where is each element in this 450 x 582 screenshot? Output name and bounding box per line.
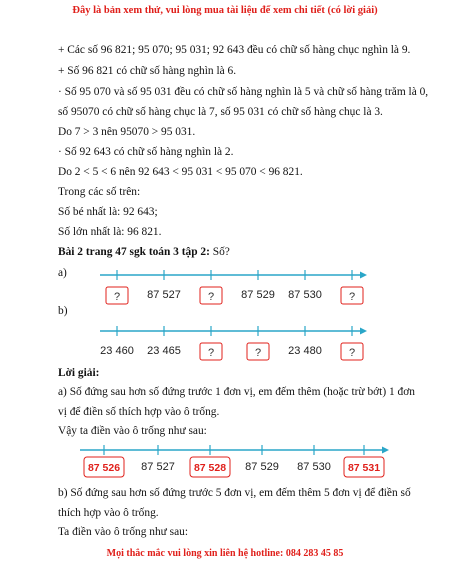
answer-label: 87 526 (87, 462, 121, 474)
number-line-a (0, 262, 450, 308)
tick-label: 87 529 (241, 289, 275, 301)
hotline-footer: Mọi thắc mắc vui lòng xin liên hệ hotline: 084 283 45 85 (106, 548, 344, 559)
tick-label: 23 460 (100, 345, 134, 357)
text-line: + Các số 96 821; 95 070; 95 031; 92 643 đều có chữ số hàng chục nghìn là 9. (58, 44, 411, 56)
text-line: vị để điền số thích hợp vào ô trống. (58, 406, 220, 418)
tick-label: ? (207, 291, 215, 303)
tick-label: 87 530 (297, 461, 331, 473)
part-a-label: a) (58, 267, 67, 279)
text-line: Trong các số trên: (58, 186, 141, 198)
text-line: Do 7 > 3 nên 95070 > 95 031. (58, 126, 196, 138)
text-line: Số lớn nhất là: 96 821. (58, 226, 162, 238)
tick-label: ? (113, 291, 121, 303)
text-line: Vậy ta điền vào ô trống như sau: (58, 425, 207, 437)
text-line: · Số 92 643 có chữ số hàng nghìn là 2. (58, 146, 234, 158)
tick-label: 23 480 (288, 345, 322, 357)
text-line: + Số 96 821 có chữ số hàng nghìn là 6. (58, 65, 237, 77)
answer-label: 87 531 (347, 462, 381, 474)
tick-label: 23 465 (147, 345, 181, 357)
text-line: thích hợp vào ô trống. (58, 507, 159, 519)
answer-label: 87 528 (193, 462, 227, 474)
text-line: Ta điền vào ô trống như sau: (58, 526, 189, 538)
tick-label: ? (207, 347, 215, 359)
tick-label: ? (348, 291, 356, 303)
text-line: a) Số đứng sau hơn số đứng trước 1 đơn vị, em đếm thêm (hoặc trừ bớt) 1 đơn (58, 386, 415, 398)
text-line: · Số 95 070 và số 95 031 đều có chữ số hàng nghìn là 5 và chữ số hàng trăm là 0, (58, 86, 429, 98)
tick-label: ? (348, 347, 356, 359)
tick-label: 87 529 (245, 461, 279, 473)
solution-heading: Lời giải: (58, 367, 100, 379)
tick-label: 87 527 (147, 289, 181, 301)
exercise-title (58, 246, 230, 258)
exercise-prompt: Số? (209, 246, 230, 258)
number-line-b (0, 318, 450, 364)
text-line: Số bé nhất là: 92 643; (58, 206, 158, 218)
number-line-solution-a (0, 440, 450, 484)
tick-label: ? (254, 347, 262, 359)
text-line: Do 2 < 5 < 6 nên 92 643 < 95 031 < 95 070 < 96 821. (58, 166, 303, 178)
text-line: b) Số đứng sau hơn số đứng trước 5 đơn vị, em đếm thêm 5 đơn vị để điền số (58, 487, 411, 499)
text-line: số 95070 có chữ số hàng chục là 7, số 95 031 có chữ số hàng chục là 3. (58, 106, 383, 118)
tick-label: 87 530 (288, 289, 322, 301)
preview-banner: Đây là bản xem thử, vui lòng mua tài liệu để xem chi tiết (có lời giải) (72, 5, 378, 16)
tick-label: 87 527 (141, 461, 175, 473)
part-b-label: b) (58, 305, 68, 317)
exercise-heading: Bài 2 trang 47 sgk toán 3 tập 2: (58, 246, 210, 258)
